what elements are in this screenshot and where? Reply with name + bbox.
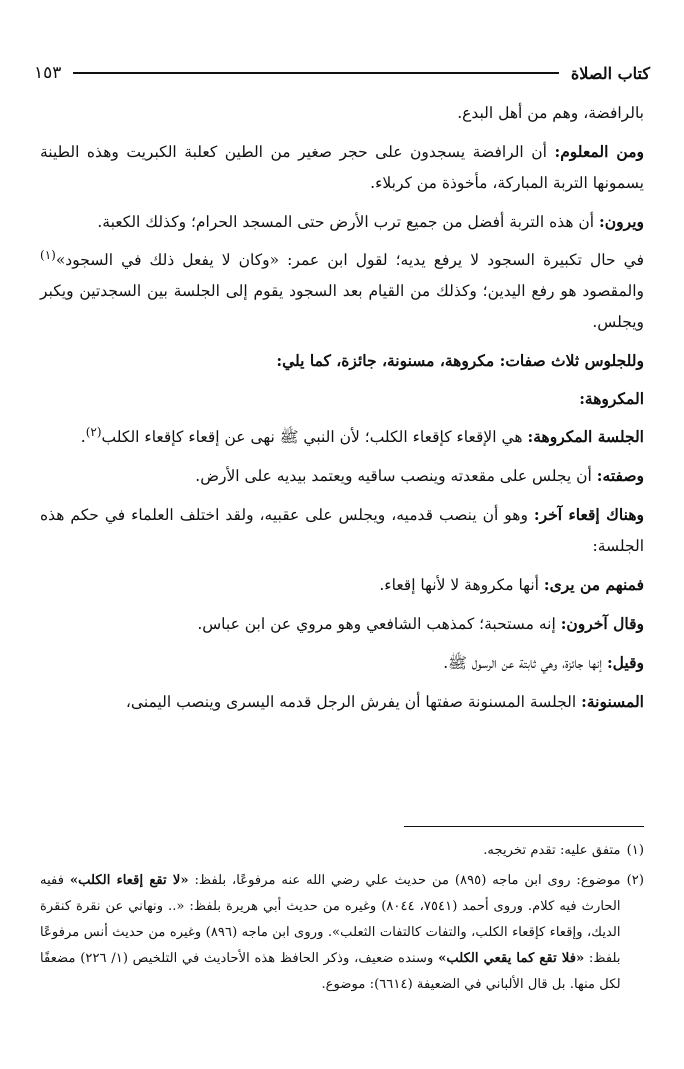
paragraph <box>40 647 644 679</box>
paragraph <box>40 98 644 129</box>
term: المسنونة: <box>581 692 644 711</box>
footnote-item <box>40 868 644 998</box>
paragraph <box>40 245 644 338</box>
term: وقيل: <box>606 653 644 672</box>
term: ومن المعلوم: <box>554 142 644 161</box>
term: وصفته: <box>596 466 644 485</box>
paragraph-text: في حال تكبيرة السجود لا يرفع يديه؛ لقول ابن عمر: «وكان لا يفعل ذلك في السجود» <box>55 251 644 269</box>
chapter-title: كتاب الصلاة <box>570 63 650 83</box>
term: الجلسة المكروهة: <box>527 427 644 446</box>
footnote-segment: موضوع: روى ابن ماجه (٨٩٥) من حديث علي رضي الله عنه مرفوعًا، بلفظ: <box>188 873 621 888</box>
running-header <box>34 58 650 88</box>
term: وقال آخرون: <box>560 614 644 633</box>
term: فمنهم من يرى: <box>543 575 644 594</box>
paragraph-text: والمقصود هو رفع اليدين؛ وكذلك من القيام بعد السجود يقوم إلى الجلسة بين السجدتين ويكبر ويجلس. <box>40 282 644 331</box>
footnote-number: (١) <box>626 843 644 858</box>
paragraph <box>40 608 644 640</box>
paragraph <box>40 206 644 238</box>
paragraph <box>40 499 644 562</box>
paragraph <box>40 136 644 199</box>
footnote-text <box>40 868 621 998</box>
paragraph-text: أن الرافضة يسجدون على حجر صغير من الطين كعلبة الكبريت وهذه الطينة يسمونها التربة المباركة، مأخوذة من كربلاء. <box>40 143 644 192</box>
paragraph <box>40 569 644 601</box>
header-rule <box>73 72 559 74</box>
paragraph-text: أنها مكروهة لا لأنها إقعاء. <box>379 576 544 594</box>
footnote-number: (٢) <box>626 873 644 888</box>
paragraph-text: . <box>80 428 86 446</box>
footnotes <box>40 838 644 1002</box>
footnote-segment: وسنده ضعيف، وذكر الحافظ هذه الأحاديث في التلخيص (١/ ٢٢٦) مضعفًا لكل منها. بل قال الألباني في الضعيفة (٦٦١٤): موضوع. <box>40 951 621 992</box>
footnote-marker: (٢) <box>85 424 102 439</box>
footnote-divider <box>404 826 644 827</box>
paragraph <box>40 686 644 718</box>
paragraph-text: وهو أن ينصب قدميه، ويجلس على عقبيه، ولقد اختلف العلماء في حكم هذه الجلسة: <box>40 506 644 555</box>
paragraph-text: إنها جائزة، وهي ثابتة عن الرسول ﷺ. <box>443 654 607 672</box>
paragraph <box>40 460 644 492</box>
footnote-item <box>40 838 644 864</box>
paragraph-text: أن هذه التربة أفضل من جميع ترب الأرض حتى المسجد الحرام؛ وكذلك الكعبة. <box>97 213 600 231</box>
footnote-segment: ففيه الحارث فيه كلام. وروى أحمد (٧٥٤١، ٨٠٤٤) وغيره من حديث أبي هريرة بلفظ: «.. ونهاني عن نقرة كنقرة الديك، وإقعاء كإقعاء الكلب، والتفات كالتفات الثعلب». وروى ابن ماجه (٨٩٦) وغيره من حديث أنس مرفوعًا بلفظ: <box>40 873 621 966</box>
paragraph-text: بالرافضة، وهم من أهل البدع. <box>457 104 644 122</box>
main-text <box>40 98 644 725</box>
footnote-text: متفق عليه: تقدم تخريجه. <box>483 843 621 858</box>
term: وهناك إقعاء آخر: <box>533 505 644 524</box>
paragraph-text: هي الإقعاء كإقعاء الكلب؛ لأن النبي ﷺ نهى عن إقعاء كإقعاء الكلب <box>101 428 528 446</box>
paragraph-text: إنه مستحبة؛ كمذهب الشافعي وهو مروي عن ابن عباس. <box>197 615 561 633</box>
page-number: ١٥٣ <box>34 63 62 83</box>
subsection-heading: المكروهة: <box>579 389 644 408</box>
footnote-marker: (١) <box>40 247 56 262</box>
term: ويرون: <box>599 212 644 231</box>
hadith-quote: «فلا تقع كما يقعي الكلب» <box>438 951 585 966</box>
paragraph-text: الجلسة المسنونة صفتها أن يفرش الرجل قدمه اليسرى وينصب اليمنى، <box>125 693 582 711</box>
section-heading: وللجلوس ثلاث صفات: مكروهة، مسنونة، جائزة، كما يلي: <box>276 351 644 370</box>
hadith-quote: «لا تقع إقعاء الكلب» <box>69 873 189 888</box>
paragraph-text: أن يجلس على مقعدته وينصب ساقيه ويعتمد بيديه على الأرض. <box>195 467 597 485</box>
paragraph <box>40 421 644 453</box>
